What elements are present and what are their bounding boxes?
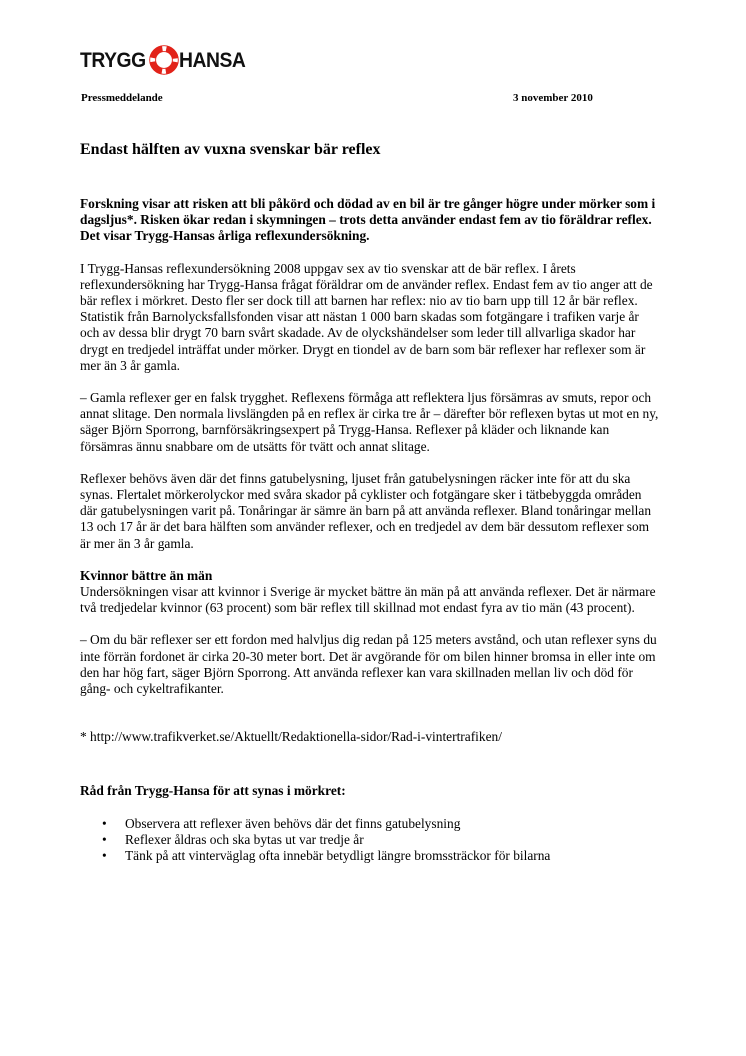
press-release-body [80,196,660,864]
logo-text-hansa: HANSA [179,48,246,72]
trygg-hansa-logo [80,43,252,77]
tips-list [80,816,660,865]
bullet-icon: • [102,831,107,847]
section-heading: Kvinnor bättre än män [80,567,213,583]
tips-heading: Råd från Trygg-Hansa för att synas i mörkret: [80,783,346,799]
body-paragraph-4: Undersökningen visar att kvinnor i Sverige är mycket bättre än män på att använda reflexer. Det är närmare två tredjedelar kvinnor (63 procent) som bär reflex till skillnad mot endast fyra av tio män (43 procent). [80,584,656,616]
logo-text-trygg: TRYGG [80,48,146,72]
lead-paragraph: Forskning visar att risken att bli påkörd och dödad av en bil är tre gånger högre under mörker som i dagsljus*. Risken ökar redan i skymningen – trots detta använder endast fem av tio föräldrar reflex. Det visar Trygg-Hansas årliga reflexundersökning. [80,196,656,244]
bullet-icon: • [102,815,107,831]
body-paragraph-2: – Gamla reflexer ger en falsk trygghet. Reflexens förmåga att reflektera ljus försämras av smuts, repor och annat slitage. Den normala livslängden på en reflex är cirka tre år – därefter bör reflexen bytas ut mot en ny, säger Björn Sporrong, barnförsäkringsexpert på Trygg-Hansa. Reflexer på kläder och liknande kan försämras ännu snabbare om de utsätts för tvätt och annat slitage. [80,390,659,454]
lifebuoy-icon [149,45,179,75]
bullet-icon: • [102,848,107,864]
document-date: 3 november 2010 [513,92,593,104]
body-paragraph-3: Reflexer behövs även där det finns gatubelysning, ljuset från gatubelysningen räcker inte för att du ska synas. Flertalet mörkerolyckor med svåra skador på cyklister och fotgängare sker i tätbebyggda områden där gatubelysningen varit på. Tonåringar är sämre än barn på att använda reflexer. Bland tonåringar mellan 13 och 17 år är det bara hälften som använder reflexer, och en tredjedel av dem bär dessutom reflexer som är mer än 3 år gamla. [80,470,652,551]
list-item: • Tänk på att vinterväglag ofta innebär betydligt längre bromssträckor för bilarna [102,848,551,864]
footnote-link[interactable]: * http://www.trafikverket.se/Aktuellt/Redaktionella-sidor/Rad-i-vintertrafiken/ [80,729,502,745]
section-women-vs-men [80,568,660,617]
document-type-label: Pressmeddelande [81,92,163,104]
body-paragraph-1: I Trygg-Hansas reflexundersökning 2008 uppgav sex av tio svenskar att de bär reflex. I årets reflexundersökning har Trygg-Hansa frågat föräldrar om de använder reflex. Endast fem av tio anger att de bär reflex i mörkret. Desto fler ser dock till att barnen har reflex: nio av tio barn upp till 12 år bär reflex. Statistik från Barnolycksfallsfonden visar att nästan 1 000 barn skadas som fotgängare i trafiken varje år och av dessa blir drygt 70 barn svårt skadade. Av de olyckshändelser som leder till allvarliga skador har drygt en tredjedel inträffat under mörker. Drygt en tiondel av de barn som bär reflexer har reflexer som är mer än 3 år gamla. [80,260,653,373]
body-paragraph-5: – Om du bär reflexer ser ett fordon med halvljus dig redan på 125 meters avstånd, och utan reflexer syns du inte förrän fordonet är cirka 20-30 meter bort. Det är avgörande för om bilen hinner bromsa in eller inte om den har hög fart, säger Björn Sporrong. Att använda reflexer kan vara skillnaden mellan liv och död för gång- och cykeltrafikanter. [80,632,657,697]
list-item: • Reflexer åldras och ska bytas ut var tredje år [102,831,364,847]
list-item: • Observera att reflexer även behövs där det finns gatubelysning [102,815,461,831]
page-title: Endast hälften av vuxna svenskar bär reflex [80,141,381,158]
